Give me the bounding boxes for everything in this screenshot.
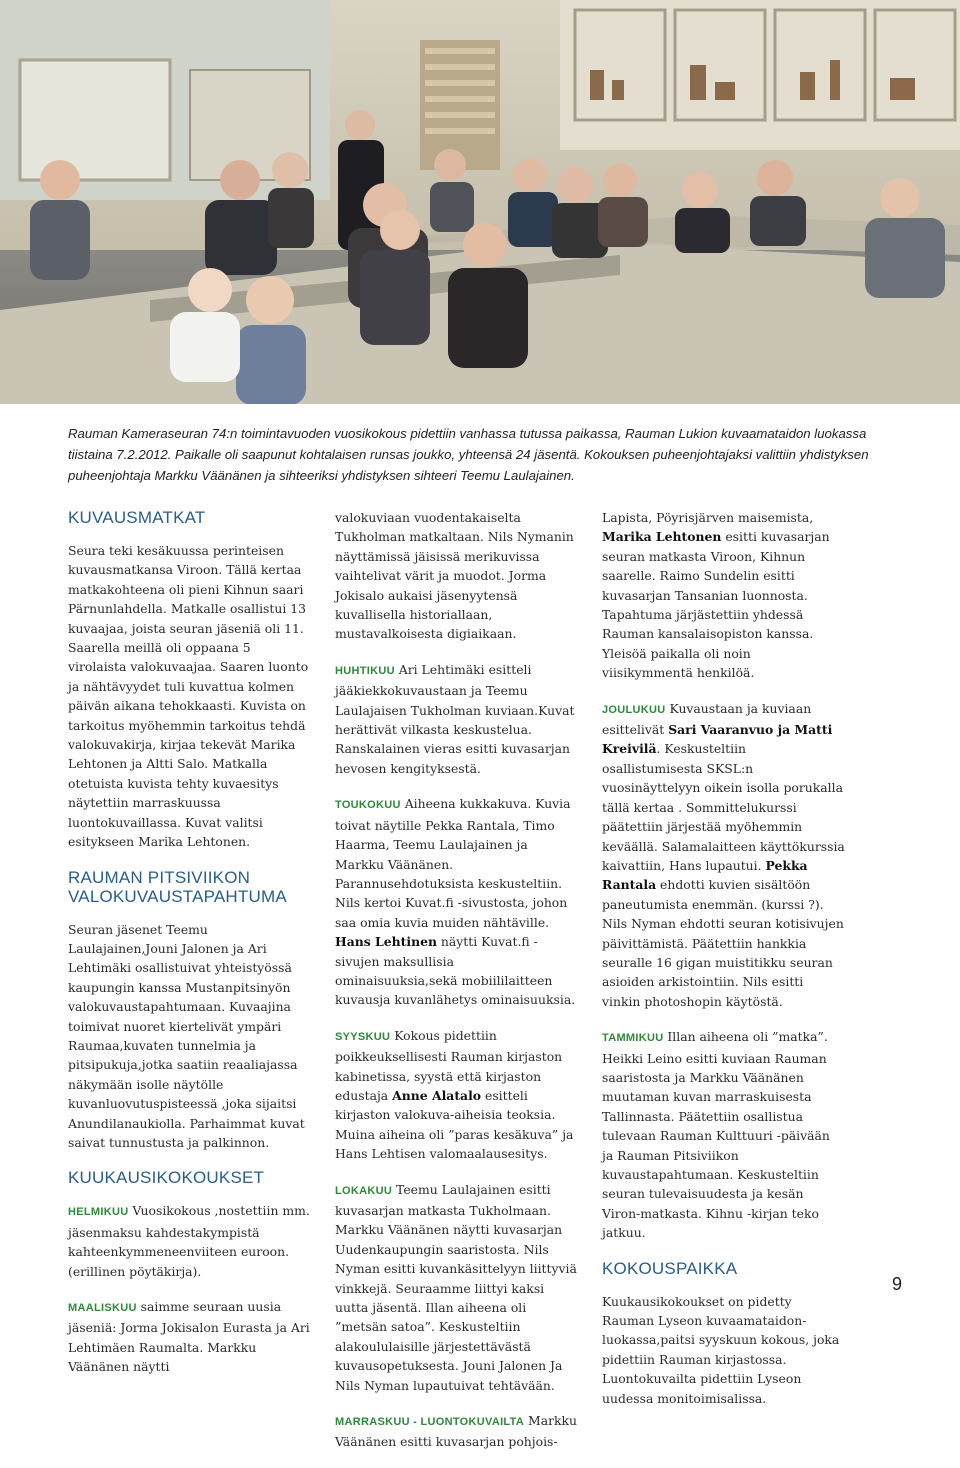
heading-kokouspaikka: KOKOUSPAIKKA <box>602 1258 738 1278</box>
column-3 <box>602 508 845 1424</box>
text-maaliskuu: saimme seuraan uusia jäseniä: Jorma Jokisalon Eurasta ja Ari Lehtimäen Raumalta. Markku Väänänen näytti <box>68 1299 310 1375</box>
text-marraskuu-cont-1: Lapista, Pöyrisjärven maisemista, <box>602 510 814 525</box>
lead-tammikuu: TAMMIKUU <box>602 1032 664 1045</box>
text-lokakuu: Teemu Laulajainen esitti kuvasarjan matkasta Tukholmaan. Markku Väänänen näytti kuvasarjan Uudenkaupungin saaristosta. Nils Nyman esitti kuvankäsittelyyn liittyviä vinkkejä. Seuraamme liittyi kaksi uutta jäsentä. Illan aiheena oli ”metsän satoa”. Keskusteltiin alakoululaisille järjestettävästä kuvausopetuksesta. Jouni Jalonen Ja Nils Nyman lupautuivat tehtävään. <box>335 1181 577 1393</box>
lead-marraskuu: MARRASKUU - LUONTOKUVAILTA <box>335 1416 525 1429</box>
column-2 <box>335 508 578 1468</box>
photo-caption: Rauman Kameraseuran 74:n toimintavuoden vuosikokous pidettiin vanhassa tutussa paikassa, Rauman Lukion kuvaamataidon luokassa tiistaina 7.2.2012. Paikalle oli saapunut kohtalaisen runsas joukko, yhteensä 24 jäsentä. Kokouksen puheenjohtajaksi valittiin yhdistyksen puheenjohtaja Markku Väänänen ja sihteeriksi yhdistyksen sihteeri Teemu Laulajainen. <box>68 426 869 483</box>
lead-huhtikuu: HUHTIKUU <box>335 664 395 677</box>
paragraph-marraskuu-cont <box>602 508 845 683</box>
text-marraskuu: Markku Väänänen esitti kuvasarjan pohjois- <box>335 1413 578 1450</box>
paragraph-joulukuu <box>602 699 845 1012</box>
text-huhtikuu: Ari Lehtimäki esitteli jääkiekkokuvaustaan ja Teemu Laulajaisen Tukholman kuviaan.Kuvat herättivät vilkasta keskustelua. Ranskalainen vieras esitti kuvasarjan hevosen kengityksestä. <box>335 661 575 776</box>
paragraph-pitsiviikko: Seuran jäsenet Teemu Laulajainen,Jouni Jalonen ja Ari Lehtimäki osallistuivat yhteistyössä kaupungin kanssa Mustanpitsinyön valokuvaustapahtumaan. Kuvaajina toimivat nuoret kiertelivät ympäri Raumaa,kuvaten tunnelmia ja pitsipukuja,jotka saatiin reaaliajassa näkymään isolle näytölle kuvanluovutuspisteessä ,joka sijaitsi Anundilanaukiolla. Parhaimmat kuvat saivat tunnustusta ja palkinnon. <box>68 921 305 1150</box>
lead-maaliskuu: MAALISKUU <box>68 1302 137 1314</box>
paragraph-maaliskuu-cont: valokuviaan vuodentakaiselta Tukholman matkaltaan. Nils Nymanin näyttämissä jäisissä merikuvissa vaihtelivat värit ja muodot. Jorma Jokisalo aukaisi jäsenyytensä kuvallisella historiallaan, mustavalkoisesta digiaikaan. <box>335 510 574 642</box>
paragraph-kokouspaikka: Kuukausikokoukset on pidetty Rauman Lyseon kuvaamataidon-luokassa,paitsi syyskuun kokous, joka pidettiin Rauman kirjastossa. Luontokuvailta pidettiin Lyseon uudessa monitoimisalissa. <box>602 1293 840 1406</box>
name-marika-lehtonen: Marika Lehtonen <box>602 529 722 545</box>
heading-pitsiviikko: RAUMAN PITSIVIIKON VALOKUVAUSTAPAHTUMA <box>68 867 287 906</box>
name-anne-alatalo: Anne Alatalo <box>392 1087 482 1103</box>
text-tammikuu: Illan aiheena oli ”matka”. Heikki Leino esitti kuviaan Rauman saaristosta ja Markku Väänänen muutaman kuvan marraskuisesta Tallinnasta. Päätettiin osallistua tulevaan Rauman Kulttuuri -päivään ja Rauman Pitsiviikon kuvaustapahtumaan. Keskusteltiin seuran tulevaisuudesta ja kesän Viron-matkasta. Kihnu -kirjan teko jatkuu. <box>602 1029 830 1241</box>
name-sari-matti: Sari Vaaranvuo ja Matti Kreivilä <box>602 722 833 757</box>
classroom-photo-illustration <box>0 0 960 404</box>
paragraph-helmikuu <box>68 1201 311 1281</box>
text-joulukuu-2: . Keskusteltiin osallistumisesta SKSL:n vuosinäyttelyyn oikein isolla porukalla tällä kertaa . Sommittelukurssi päätettiin järjestää myöhemmin keväällä. Salamalaitteen käyttökurssia kaivattiin, Hans lupautui. <box>602 741 845 873</box>
paragraph-tammikuu <box>602 1027 845 1242</box>
heading-kuvausmatkat: KUVAUSMATKAT <box>68 508 206 527</box>
heading-kuukausikokoukset: KUUKAUSIKOKOUKSET <box>68 1168 265 1188</box>
paragraph-lokakuu <box>335 1180 578 1395</box>
column-1 <box>68 508 311 1393</box>
lead-lokakuu: LOKAKUU <box>335 1184 393 1197</box>
paragraph-huhtikuu <box>335 660 578 778</box>
text-syyskuu-2: esitteli kirjaston valokuva-aiheisia teoksia. Muina aiheina oli ”paras kesäkuva” ja Hans Lehtisen valomaalausesitys. <box>335 1087 574 1162</box>
text-joulukuu-3: ehdotti kuvien sisältöön paneutumista enemmän. (kurssi ?). Nils Nyman ehdotti seuran kotisivujen päivittämistä. Päätettiin hankkia seuralle 16 gigan muistitikku seuran asioiden arkistointiin. Nils esitti vinkin photoshopin käytöstä. <box>602 877 844 1009</box>
text-syyskuu-1: Kokous pidettiin poikkeuksellisesti Rauman kirjaston kabinetissa, syystä että kirjaston edustaja <box>335 1027 563 1103</box>
text-marraskuu-cont-2: esitti kuvasarjan seuran matkasta Viroon, Kihnun saarelle. Raimo Sundelin esitti kuvasarjan Tansanian luonnosta. Tapahtuma järjästettiin yhdessä Rauman kansalaisopiston kanssa. Yleisöä paikalla oli noin viisikymmentä henkilöä. <box>602 529 830 681</box>
paragraph-toukokuu <box>335 794 578 1009</box>
lead-helmikuu: HELMIKUU <box>68 1206 129 1219</box>
paragraph-marraskuu <box>335 1411 578 1452</box>
paragraph-kuvausmatkat: Seura teki kesäkuussa perinteisen kuvausmatkansa Viroon. Tällä kertaa matkakohteena oli pieni Kihnun saari Pärnunlahdella. Matkalle osallistui 13 kuvaajaa, joista seuran jäseniä oli 11. Saarella meillä oli oppaana 5 virolaista valokuvaajaa. Saaren luonto ja nähtävyydet tuli kuvattua kolmen päivän aikana tehokkaasti. Kuvista on tarkoitus myöhemmin tarkoitus tehdä valokuvakirja, kirjaa tekevät Marika Lehtonen ja Altti Salo. Matkalla otetuista kuvista tehty kuvaesitys näytettiin marraskuussa luontokuvaillassa. Kuvat valitsi esitykseen Marika Lehtonen. <box>68 543 309 850</box>
text-toukokuu-1: Aiheena kukkakuva. Kuvia toivat näytille Pekka Rantala, Timo Haarma, Teemu Laulajainen ja Markku Väänänen. Parannusehdotuksista keskusteltiin. Nils kertoi Kuvat.fi -sivustosta, johon saa omia kuvia muiden nähtäville. <box>335 796 571 930</box>
lead-toukokuu: TOUKOKUU <box>335 799 401 812</box>
text-joulukuu-1: Kuvaustaan ja kuviaan esittelivät <box>602 700 812 738</box>
text-toukokuu-2: näytti Kuvat.fi -sivujen maksullisia ominaisuuksia,sekä mobiililaitteen kuvausja kuvanlähetys ominaisuuksia. <box>335 934 576 1008</box>
paragraph-maaliskuu <box>68 1297 311 1377</box>
lead-syyskuu: SYYSKUU <box>335 1030 391 1043</box>
name-hans-lehtinen: Hans Lehtinen <box>335 934 437 950</box>
lead-joulukuu: JOULUKUU <box>602 703 666 716</box>
meeting-photo <box>0 0 960 404</box>
name-pekka-rantala: Pekka Rantala <box>602 857 808 893</box>
paragraph-syyskuu <box>335 1026 578 1164</box>
text-helmikuu: Vuosikokous ,nostettiin mm. jäsenmaksu kahdestakympistä kahteenkymmeneenviiteen euroon.(erillinen pöytäkirja). <box>68 1203 310 1279</box>
page-number: 9 <box>892 1274 903 1294</box>
